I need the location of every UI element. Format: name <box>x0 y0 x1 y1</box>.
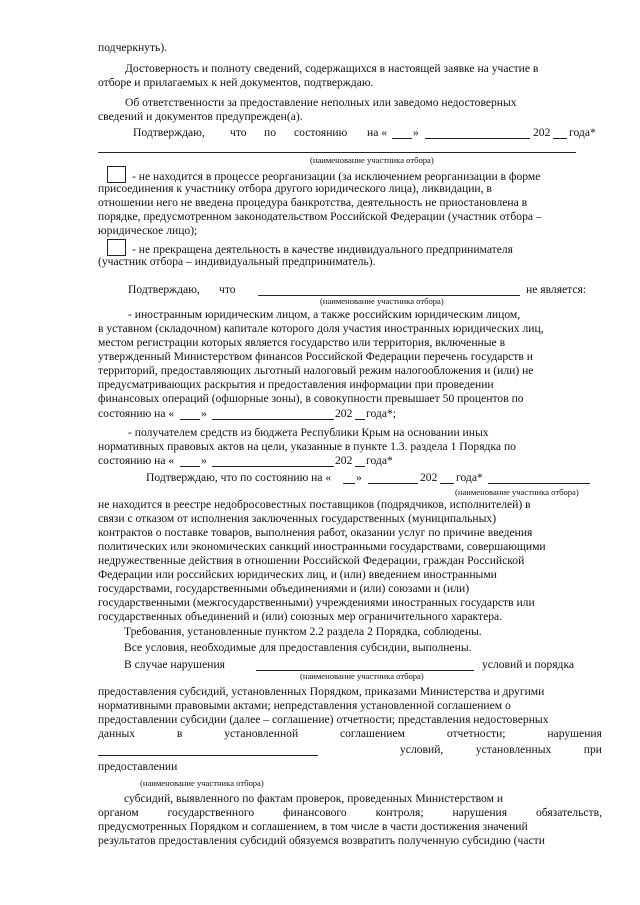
text-line: государствами, государственными объединениями и (или) союзами и (или) <box>98 582 470 595</box>
text-line: Требования, установленные пунктом 2.2 раздела 2 Порядка, соблюдены. <box>124 625 482 638</box>
text-line: года* <box>569 126 596 139</box>
text-line: не находится в реестре недобросовестных поставщиков (подрядчиков, исполнителей) в <box>98 498 531 511</box>
field-caption: (наименование участника отбора) <box>140 778 264 788</box>
text-line: - иностранным юридическим лицом, а также российским юридическим лицом, <box>128 308 521 321</box>
date-day-blank[interactable] <box>180 419 200 420</box>
text-line: что <box>219 283 236 296</box>
text-line: Подтверждаю, <box>133 126 205 139</box>
participant-name-blank[interactable] <box>488 483 590 484</box>
text-line: результатов предоставления субсидий обязуемся возвратить полученную субсидию (части <box>98 834 545 847</box>
text-line: Все условия, необходимые для предоставления субсидии, выполнены. <box>124 641 472 654</box>
text-line: органом государственного финансового контроля; нарушения обязательств, <box>98 806 602 819</box>
date-day-blank[interactable] <box>392 138 412 139</box>
text-line: состоянию на « <box>98 407 175 420</box>
text-line: года* <box>456 471 483 484</box>
participant-name-blank[interactable] <box>98 152 576 153</box>
text-line: условий, установленных при <box>400 743 602 756</box>
text-line: государственных объединений и (или) союзных мер ограничительного характера. <box>98 610 503 623</box>
text-line: Подтверждаю, <box>128 283 200 296</box>
text-line: присоединения к участнику отбора другого юридического лица), ликвидации, в <box>98 182 492 195</box>
reorganization-checkbox[interactable] <box>107 166 126 183</box>
entrepreneur-checkbox[interactable] <box>107 239 126 256</box>
text-line: » <box>413 126 419 139</box>
text-line: подчеркнуть). <box>98 41 168 54</box>
text-line: » <box>356 471 362 484</box>
text-line: предусмотренных Порядком и соглашением, в том числе в части достижения значений <box>98 820 528 833</box>
text-line: не является: <box>526 283 587 296</box>
text-line: 202 <box>420 471 438 484</box>
text-line: состоянию на « <box>98 454 175 467</box>
text-line: порядке, предусмотренном законодательством Российской Федерации (участник отбора – <box>98 210 542 223</box>
date-day-blank[interactable] <box>180 466 200 467</box>
field-caption: (наименование участника отбора) <box>310 155 434 165</box>
text-line: недружественные действия в отношении Российской Федерации, граждан Российской <box>98 554 525 567</box>
text-line: по <box>264 126 277 139</box>
text-line: предоставлении <box>98 760 178 773</box>
text-line: 202 <box>335 407 353 420</box>
text-line: отношении него не введена процедура банкротства, деятельность не приостановлена в <box>98 196 528 209</box>
date-month-blank[interactable] <box>425 138 530 139</box>
text-line: нормативных правовых актов на цели, указанные в пункте 1.3. раздела 1 Порядка по <box>98 440 516 453</box>
text-line: (участник отбора – индивидуальный предприниматель). <box>98 255 376 268</box>
field-caption: (наименование участника отбора) <box>455 487 579 497</box>
text-line: » <box>201 407 207 420</box>
text-line: политических или экономических санкций иностранными государствами, совершающими <box>98 540 546 553</box>
text-line: юридическое лицо); <box>98 224 198 237</box>
text-line: В случае нарушения <box>124 658 225 671</box>
date-day-blank[interactable] <box>343 483 355 484</box>
text-line: состоянию <box>294 126 348 139</box>
text-line: территорий, предоставляющих льготный налоговый режим налогообложения и (или) не <box>98 364 534 377</box>
text-line: 202 <box>533 126 551 139</box>
text-line: данных в установленной соглашением отчетности; нарушения <box>98 727 602 740</box>
text-line: предоставления субсидий, установленных Порядком, приказами Министерства и другими <box>98 685 545 698</box>
text-line: условий и порядка <box>482 658 575 671</box>
text-line: - не прекращена деятельность в качестве индивидуального предпринимателя <box>107 239 513 257</box>
text-line: Подтверждаю, что по состоянию на « <box>146 471 332 484</box>
text-line: государственными (межгосударственными) учреждениями иностранных государств или <box>98 596 535 609</box>
text-line: что <box>230 126 247 139</box>
date-year-blank[interactable] <box>440 483 454 484</box>
participant-name-blank[interactable] <box>98 755 318 756</box>
field-caption: (наименование участника отбора) <box>300 671 424 681</box>
text-line: предусматривающих раскрытия и предоставления информации при проведении <box>98 378 494 391</box>
text-line: связи с отказом от исполнения заключенных государственных (муниципальных) <box>98 512 497 525</box>
date-month-blank[interactable] <box>212 419 334 420</box>
text-line: Об ответственности за предоставление неполных или заведомо недостоверных <box>125 96 517 109</box>
text-line: года*; <box>366 407 396 420</box>
text-line: утвержденный Министерством финансов Российской Федерации перечень государств и <box>98 350 533 363</box>
text-line: сведений и документов предупрежден(а). <box>98 110 303 123</box>
text-line: в уставном (складочном) капитале которого доля участия иностранных юридических лиц, <box>98 322 544 335</box>
text-line: 202 <box>335 454 353 467</box>
text-line: финансовых операций (офшорные зоны), в совокупности превышает 50 процентов по <box>98 392 524 405</box>
text-line: Достоверность и полноту сведений, содержащихся в настоящей заявке на участие в <box>125 62 539 75</box>
text-line: контрактов о поставке товаров, выполнения работ, оказании услуг по причине введения <box>98 526 533 539</box>
date-year-blank[interactable] <box>553 138 567 139</box>
text-line: Федерации или российских юридических лиц, и (или) введением иностранными <box>98 568 497 581</box>
date-year-blank[interactable] <box>355 466 365 467</box>
text-line: субсидий, выявленного по фактам проверок, проведенных Министерством и <box>124 792 504 805</box>
text-line: предоставлении субсидии (далее – соглашение) отчетности; представления недостоверных <box>98 713 549 726</box>
text-line: нормативными правовыми актами; непредставления установленной соглашением о <box>98 699 511 712</box>
date-month-blank[interactable] <box>212 466 334 467</box>
text-line: » <box>201 454 207 467</box>
text-line: - получателем средств из бюджета Республики Крым на основании иных <box>128 426 489 439</box>
text-line: местом регистрации которых является государство или территория, включенные в <box>98 336 506 349</box>
text-line: на « <box>367 126 388 139</box>
date-month-blank[interactable] <box>368 483 418 484</box>
field-caption: (наименование участника отбора) <box>320 296 444 306</box>
text-line: отборе и прилагаемых к ней документов, подтверждаю. <box>98 76 374 89</box>
date-year-blank[interactable] <box>355 419 365 420</box>
text-line: года* <box>366 454 393 467</box>
text-line: - не находится в процессе реорганизации (за исключением реорганизации в форме <box>107 166 540 184</box>
